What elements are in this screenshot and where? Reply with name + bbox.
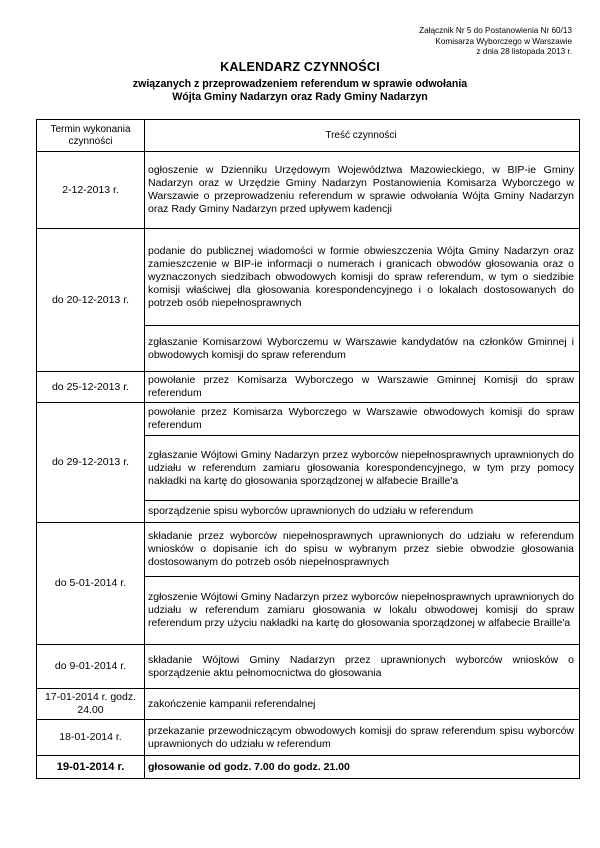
table-row	[37, 523, 580, 577]
document-header	[0, 60, 600, 104]
row-date: 2-12-2013 r.	[37, 152, 145, 229]
annex-note	[419, 26, 572, 58]
row-activity: sporządzenie spisu wyborców uprawnionych do udziału w referendum	[145, 501, 580, 523]
document-subtitle-1: związanych z przeprowadzeniem referendum w sprawie odwołania	[132, 78, 468, 90]
schedule-table	[36, 119, 580, 779]
column-header-activity: Treść czynności	[145, 120, 580, 152]
row-activity: składanie Wójtowi Gminy Nadarzyn przez uprawnionych wyborców wniosków o sporządzenie aktu pełnomocnictwa do głosowania	[145, 645, 580, 689]
annex-line-2: Komisarza Wyborczego w Warszawie	[435, 36, 572, 46]
annex-line-1: Załącznik Nr 5 do Postanowienia Nr 60/13	[419, 26, 572, 35]
row-activity: zgłaszanie Komisarzowi Wyborczemu w Warszawie kandydatów na członków Gminnej i obwodowych komisji do spraw referendum	[145, 326, 580, 372]
row-date: do 25-12-2013 r.	[37, 372, 145, 403]
document-title: KALENDARZ CZYNNOŚCI	[220, 60, 380, 74]
table-row	[37, 372, 580, 403]
row-activity: powołanie przez Komisarza Wyborczego w Warszawie obwodowych komisji do spraw referendum	[145, 403, 580, 436]
document-subtitle-2: Wójta Gminy Nadarzyn oraz Rady Gminy Nadarzyn	[172, 91, 428, 103]
row-activity: zgłaszanie Wójtowi Gminy Nadarzyn przez wyborców niepełnosprawnych uprawnionych do udziału w referendum zamiaru głosowania korespondencyjnego, w tym przy pomocy nakładki na kartę do głosowania sporządzonej w alfabecie Braille'a	[145, 436, 580, 501]
row-date: do 29-12-2013 r.	[37, 403, 145, 523]
row-activity: ogłoszenie w Dzienniku Urzędowym Województwa Mazowieckiego, w BIP-ie Gminy Nadarzyn oraz w Urzędzie Gminy Nadarzyn Postanowienia Komisarza Wyborczego w Warszawie o przeprowadzeniu referendum w sprawie odwołania Wójta Gminy Nadarzyn oraz Rady Gminy Nadarzyn przed upływem kadencji	[145, 152, 580, 229]
table-row	[37, 756, 580, 779]
row-activity: składanie przez wyborców niepełnosprawnych uprawnionych do udziału w referendum wniosków o dopisanie ich do spisu w wybranym przez siebie obwodzie głosowania dostosowanym do potrzeb osób niepełnosprawnych	[145, 523, 580, 577]
table-row	[37, 645, 580, 689]
row-date: do 5-01-2014 r.	[37, 523, 145, 645]
row-activity: zakończenie kampanii referendalnej	[145, 689, 580, 720]
row-date: 19-01-2014 r.	[37, 756, 145, 779]
table-row	[37, 689, 580, 720]
table-header-row	[37, 120, 580, 152]
table-row	[37, 152, 580, 229]
row-activity: przekazanie przewodniczącym obwodowych komisji do spraw referendum spisu wyborców uprawnionych do udziału w referendum	[145, 720, 580, 756]
row-date: 18-01-2014 r.	[37, 720, 145, 756]
row-date: 17-01-2014 r. godz. 24.00	[37, 689, 145, 720]
row-activity: podanie do publicznej wiadomości w formie obwieszczenia Wójta Gminy Nadarzyn oraz zamieszczenie w BIP-ie informacji o numerach i granicach obwodów głosowania oraz o wyznaczonych siedzibach obwodowych komisji do spraw referendum, w tym o siedzibie komisji właściwej dla głosowania korespondencyjnego i o lokalach dostosowanych do potrzeb osób niepełnosprawnych	[145, 229, 580, 326]
row-activity: głosowanie od godz. 7.00 do godz. 21.00	[145, 756, 580, 779]
table-row	[37, 720, 580, 756]
annex-line-3: z dnia 28 listopada 2013 r.	[476, 47, 572, 56]
row-activity: powołanie przez Komisarza Wyborczego w Warszawie Gminnej Komisji do spraw referendum	[145, 372, 580, 403]
row-date: do 9-01-2014 r.	[37, 645, 145, 689]
row-activity: zgłoszenie Wójtowi Gminy Nadarzyn przez wyborców niepełnosprawnych uprawnionych do udziału w referendum zamiaru głosowania w lokalu obwodowej komisji do spraw referendum przy użyciu nakładki na kartę do głosowania sporządzonej w alfabecie Braille'a	[145, 577, 580, 645]
table-row	[37, 229, 580, 326]
row-date: do 20-12-2013 r.	[37, 229, 145, 372]
column-header-date: Termin wykonania czynności	[37, 120, 145, 152]
table-row	[37, 403, 580, 436]
